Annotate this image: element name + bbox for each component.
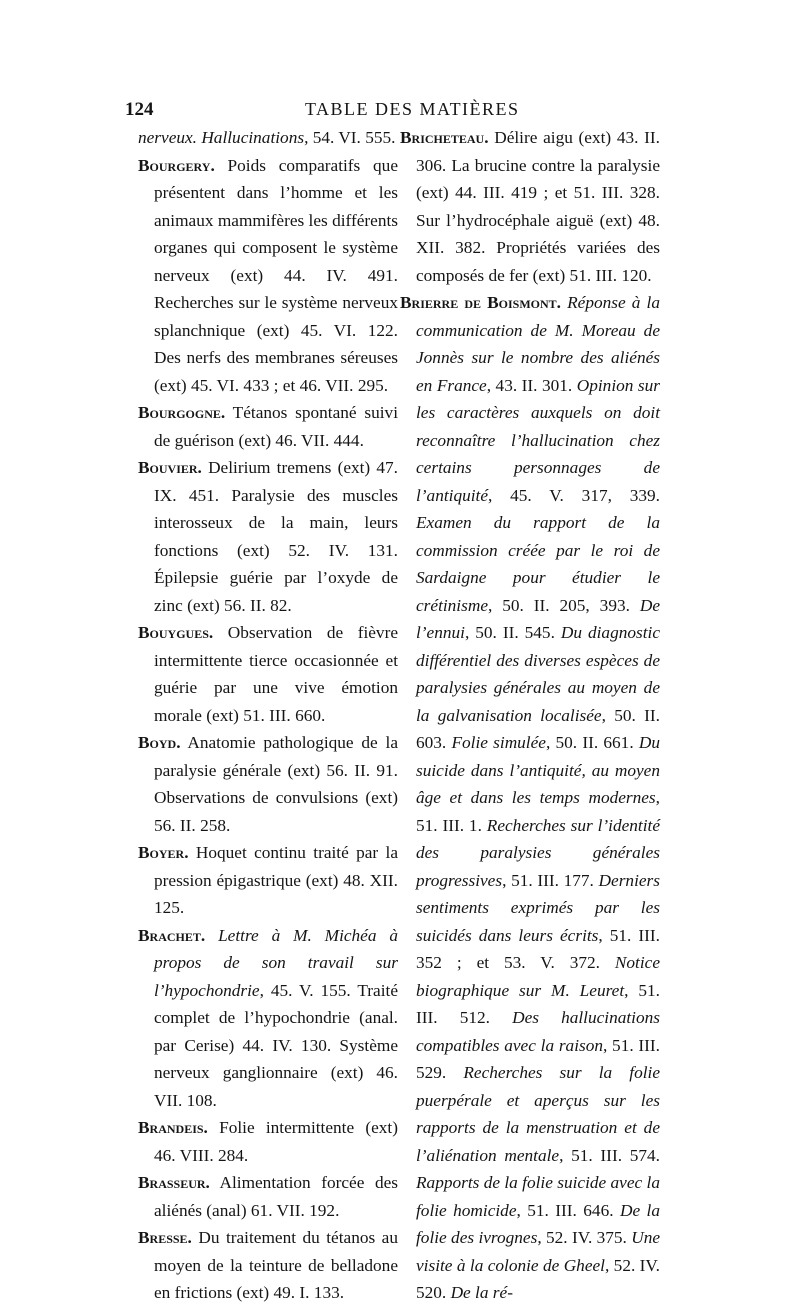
- left-column: [138, 124, 398, 1307]
- entry-body: Lettre à M. Michéa à propos de son travail sur l’hypochondrie, 45. V. 155. Traité complet de l’hypochondrie (anal. par Cerise) 44. IV. 130. Système nerveux ganglionnaire (ext) 46. VII. 108.: [154, 925, 398, 1110]
- entry-author: Bouvier.: [138, 458, 202, 477]
- entry-author: Bricheteau.: [400, 128, 489, 147]
- index-entry: [138, 454, 398, 619]
- index-entry: [138, 1114, 398, 1169]
- entry-body: Folie intermittente (ext) 46. VIII. 284.: [154, 1118, 398, 1165]
- entry-body: Du traitement du tétanos au moyen de la teinture de belladone en frictions (ext) 49. I. 133.: [154, 1228, 398, 1302]
- entry-author: Brandeis.: [138, 1118, 208, 1137]
- entry-author: Brachet.: [138, 925, 206, 945]
- entry-body: Hoquet continu traité par la pression épigastrique (ext) 48. XII. 125.: [154, 843, 398, 917]
- entry-body: Alimentation forcée des aliénés (anal) 61. VII. 192.: [154, 1173, 398, 1220]
- entry-author: Bourgery.: [138, 155, 215, 175]
- entry-author: Boyd.: [138, 733, 181, 752]
- index-entry: [138, 619, 398, 729]
- entry-author: Brasseur.: [138, 1173, 210, 1192]
- index-entry: [138, 922, 398, 1115]
- entry-body: Anatomie pathologique de la paralysie générale (ext) 56. II. 91. Observations de convulsions (ext) 56. II. 258.: [154, 733, 398, 835]
- entry-author: Boyer.: [138, 843, 189, 862]
- entry-body: Tétanos spontané suivi de guérison (ext) 46. VII. 444.: [154, 403, 398, 450]
- index-entry: [138, 729, 398, 839]
- entry-author: Bourgogne.: [138, 403, 226, 422]
- entry-author: Brierre de Boismont.: [400, 293, 561, 312]
- entry-body: Réponse à la communication de M. Moreau de Jonnès sur le nombre des aliénés en France, 43. II. 301. Opinion sur les caractères auxquels on doit reconnaître l’hallucination chez certains personnages de l’antiquité, 45. V. 317, 339. Examen du rapport de la commission créée par le roi de Sardaigne pour étudier le crétinisme, 50. II. 205, 393. De l’ennui, 50. II. 545. Du diagnostic différentiel des diverses espèces de paralysies générales au moyen de la galvanisation localisée, 50. II. 603. Folie simulée, 50. II. 661. Du suicide dans l’antiquité, au moyen âge et dans les temps modernes, 51. III. 1. Recherches sur l’identité des paralysies générales progressives, 51. III. 177. Derniers sentiments exprimés par les suicidés dans leurs écrits, 51. III. 352 ; et 53. V. 372. Notice biographique sur M. Leuret, 51. III. 512. Des hallucinations compatibles avec la raison, 51. III. 529. Recherches sur la folie puerpérale et aperçus sur les rapports de la menstruation et de l’aliénation mentale, 51. III. 574. Rapports de la folie suicide avec la folie homicide, 51. III. 646. De la folie des ivrognes, 52. IV. 375. Une visite à la colonie de Gheel, 52. IV. 520. De la ré-: [416, 293, 661, 1302]
- page-number: 124: [125, 99, 154, 120]
- entry-author: Bresse.: [138, 1228, 192, 1247]
- index-entry: [138, 399, 398, 454]
- index-entry: [138, 152, 398, 400]
- index-entry: [138, 1224, 398, 1307]
- entry-body: Observation de fièvre intermittente tierce occasionnée et guérie par une vive émotion morale (ext) 51. III. 660.: [154, 623, 398, 725]
- index-entry: [400, 124, 660, 289]
- index-entry: [138, 124, 398, 152]
- entry-body: Delirium tremens (ext) 47. IX. 451. Paralysie des muscles interosseux de la main, leurs fonctions (ext) 52. IV. 131. Épilepsie guérie par l’oxyde de zinc (ext) 56. II. 82.: [154, 458, 398, 615]
- entry-author: Bouygues.: [138, 623, 214, 642]
- index-entry: [138, 839, 398, 922]
- right-column: [400, 124, 660, 1307]
- entry-body: nerveux. Hallucinations, 54. VI. 555.: [138, 128, 396, 147]
- index-entry: [138, 1169, 398, 1224]
- entry-body: Délire aigu (ext) 43. II. 306. La brucine contre la paralysie (ext) 44. III. 419 ; et 51. III. 328. Sur l’hydrocéphale aiguë (ext) 48. XII. 382. Propriétés variées des composés de fer (ext) 51. III. 120.: [416, 128, 660, 285]
- entry-body: Poids comparatifs que présentent dans l’homme et les animaux mammifères les différents organes qui composent le système nerveux (ext) 44. IV. 491. Recherches sur le système nerveux splanchnique (ext) 45. VI. 122. Des nerfs des membranes séreuses (ext) 45. VI. 433 ; et 46. VII. 295.: [154, 155, 398, 395]
- running-title: TABLE DES MATIÈRES: [305, 99, 520, 119]
- index-entry: [400, 289, 660, 1307]
